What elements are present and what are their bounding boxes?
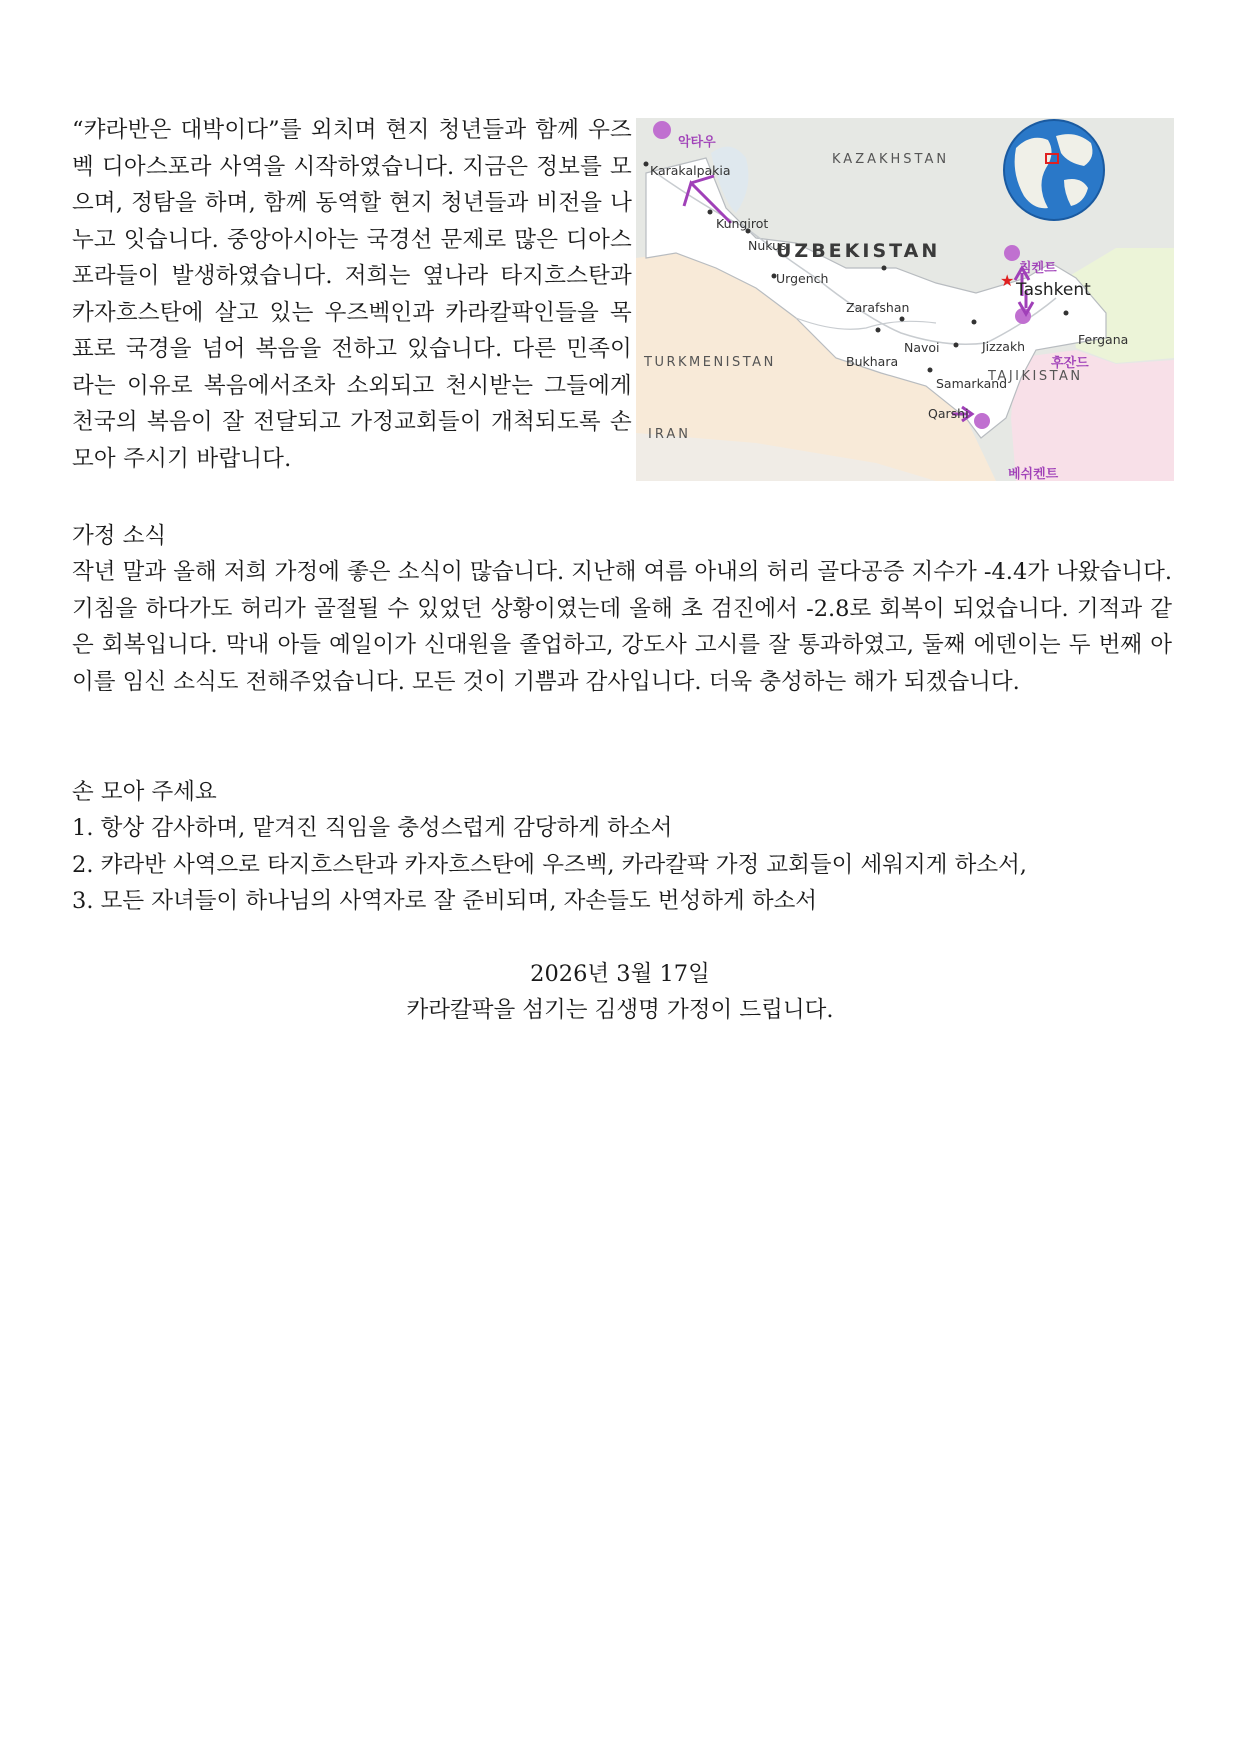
aktau-marker bbox=[653, 121, 671, 139]
city-dot bbox=[876, 328, 881, 333]
city-karakalpakia: Karakalpakia bbox=[650, 163, 731, 178]
label-turkmenistan: TURKMENISTAN bbox=[644, 355, 776, 370]
city-bukhara: Bukhara bbox=[846, 354, 899, 369]
label-iran: IRAN bbox=[648, 427, 691, 442]
city-tashkent: Tashkent bbox=[1016, 280, 1091, 300]
label-khujand: 후잔드 bbox=[1051, 356, 1089, 371]
prayer-item: 1. 항상 감사하며, 맡겨진 직임을 충성스럽게 감당하게 하소서 bbox=[72, 815, 673, 841]
city-dot bbox=[644, 162, 649, 167]
family-news-heading: 가정 소식 bbox=[72, 523, 167, 549]
chimkent-marker bbox=[1004, 245, 1020, 261]
city-navoi: Navoi bbox=[904, 340, 940, 355]
prayer-list bbox=[72, 810, 1172, 920]
city-nukus: Nukus bbox=[748, 238, 787, 253]
label-kazakhstan: KAZAKHSTAN bbox=[832, 152, 950, 167]
label-aktau: 악타우 bbox=[678, 135, 716, 150]
city-kungirot: Kungirot bbox=[716, 216, 769, 231]
city-dot bbox=[928, 368, 933, 373]
star-icon: ★ bbox=[1000, 271, 1015, 290]
city-zarafshan: Zarafshan bbox=[846, 300, 910, 315]
closing-date: 2026년 3월 17일 bbox=[530, 961, 710, 987]
city-dot bbox=[1064, 311, 1069, 316]
beshkent-marker bbox=[974, 413, 990, 429]
label-chimkent: 침켄트 bbox=[1019, 261, 1057, 276]
globe-icon bbox=[1004, 120, 1104, 220]
city-dot bbox=[900, 317, 905, 322]
family-news-body: 작년 말과 올해 저희 가정에 좋은 소식이 많습니다. 지난해 여름 아내의 허리 골다공증 지수가 -4.4가 나왔습니다. 기침을 하다가도 허리가 골절될 수 있었던 상황이였는데 올해 초 검진에서 -2.8로 회복이 되었습니다. 기적과 같은 회복입니다. 막내 아들 예일이가 신대원을 졸업하고, 강도사 고시를 잘 통과하였고, 둘째 에덴이는 두 번째 아이를 임신 소식도 전해주었습니다. 모든 것이 기쁨과 감사입니다. 더욱 충성하는 해가 되겠습니다. bbox=[72, 559, 1172, 695]
intro-paragraph: “캬라반은 대박이다”를 외치며 현지 청년들과 함께 우즈벡 디아스포라 사역을 시작하였습니다. 지금은 정보를 모으며, 정탐을 하며, 함께 동역할 현지 청년들과 비전을 나누고 잇습니다. 중앙아시아는 국경선 문제로 많은 디아스포라들이 발생하였습니다. 저희는 옆나라 타지흐스탄과 카자흐스탄에 살고 있는 우즈벡인과 카라칼팍인들을 목표로 국경을 넘어 복음을 전하고 있습니다. 다른 민족이라는 이유로 복음에서조차 소외되고 천시받는 그들에게 천국의 복음이 잘 전달되고 가정교회들이 개척되도록 손 모아 주시기 바랍니다. bbox=[72, 117, 632, 472]
city-urgench: Urgench bbox=[776, 271, 829, 286]
city-dot bbox=[954, 343, 959, 348]
uzbekistan-map bbox=[636, 118, 1174, 481]
label-uzbekistan: UZBEKISTAN bbox=[776, 240, 941, 262]
prayer-heading: 손 모아 주세요 bbox=[72, 779, 217, 805]
closing-signature: 카라칼팍을 섬기는 김생명 가정이 드립니다. bbox=[406, 997, 834, 1023]
city-jizzakh: Jizzakh bbox=[982, 339, 1026, 354]
prayer-item: 3. 모든 자녀들이 하나님의 사역자로 잘 준비되며, 자손들도 번성하게 하소서 bbox=[72, 888, 818, 914]
prayer-item: 2. 캬라반 사역으로 타지흐스탄과 카자흐스탄에 우즈벡, 카라칼팍 가정 교회들이 세워지게 하소서, bbox=[72, 851, 1027, 878]
city-samarkand: Samarkand bbox=[936, 376, 1008, 391]
city-qarshi: Qarshi bbox=[928, 406, 969, 421]
city-dot bbox=[708, 210, 713, 215]
label-beshkent: 베쉬켄트 bbox=[1008, 467, 1059, 481]
city-dot bbox=[882, 266, 887, 271]
city-fergana: Fergana bbox=[1078, 332, 1129, 347]
label-tajikistan: TAJIKISTAN bbox=[988, 369, 1083, 384]
city-dot bbox=[972, 320, 977, 325]
